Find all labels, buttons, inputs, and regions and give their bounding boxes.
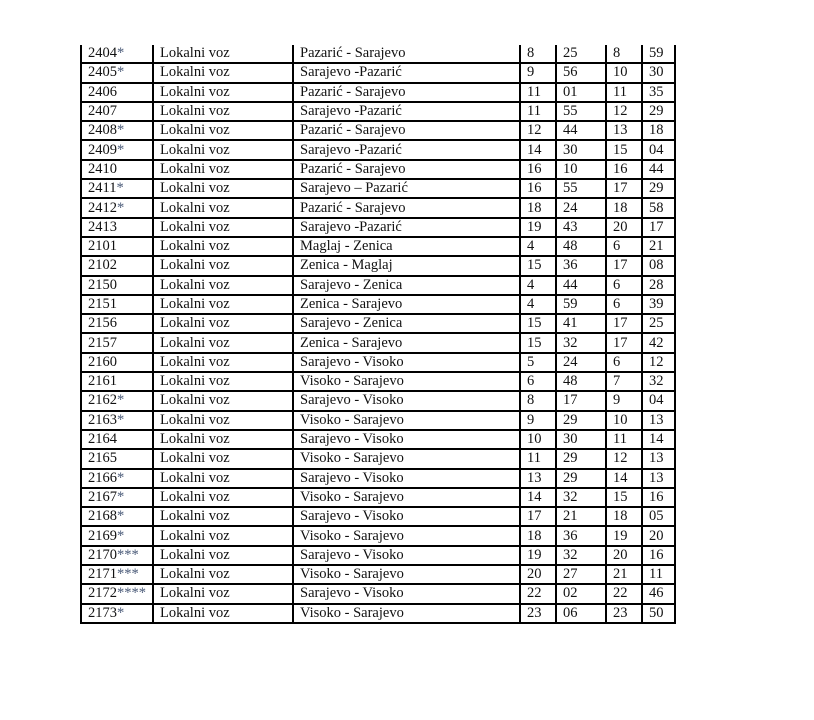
route-cell: Sarajevo - Visoko xyxy=(293,546,520,565)
footnote-mark: * xyxy=(117,64,125,81)
train-number-cell xyxy=(81,256,153,275)
departure-minute-cell: 25 xyxy=(556,45,606,63)
departure-hour-cell: 12 xyxy=(520,121,556,140)
train-number-cell xyxy=(81,237,153,256)
train-number-cell xyxy=(81,102,153,121)
arrival-hour-cell: 23 xyxy=(606,604,642,623)
timetable-row xyxy=(81,276,675,295)
timetable-row xyxy=(81,333,675,352)
arrival-minute-cell: 59 xyxy=(642,45,675,63)
train-type-cell: Lokalni voz xyxy=(153,83,293,102)
route-cell: Sarajevo -Pazarić xyxy=(293,140,520,159)
departure-hour-cell: 4 xyxy=(520,237,556,256)
timetable-row xyxy=(81,256,675,275)
train-number: 2413 xyxy=(88,218,117,235)
departure-hour-cell: 15 xyxy=(520,256,556,275)
train-type-cell: Lokalni voz xyxy=(153,102,293,121)
timetable-row xyxy=(81,507,675,526)
train-number: 2171 xyxy=(88,566,117,583)
route-cell: Sarajevo - Zenica xyxy=(293,276,520,295)
train-type-cell: Lokalni voz xyxy=(153,430,293,449)
train-number-cell xyxy=(81,604,153,623)
train-type-cell: Lokalni voz xyxy=(153,314,293,333)
departure-hour-cell: 23 xyxy=(520,604,556,623)
departure-hour-cell: 4 xyxy=(520,276,556,295)
train-type-cell: Lokalni voz xyxy=(153,469,293,488)
timetable-row xyxy=(81,121,675,140)
footnote-mark: * xyxy=(117,199,125,216)
timetable-row xyxy=(81,353,675,372)
footnote-mark: **** xyxy=(117,585,146,602)
departure-minute-cell: 30 xyxy=(556,140,606,159)
route-cell: Visoko - Sarajevo xyxy=(293,449,520,468)
departure-hour-cell: 20 xyxy=(520,565,556,584)
arrival-hour-cell: 12 xyxy=(606,102,642,121)
footnote-mark: * xyxy=(117,411,125,428)
train-type-cell: Lokalni voz xyxy=(153,507,293,526)
timetable-row xyxy=(81,198,675,217)
route-cell: Pazarić - Sarajevo xyxy=(293,83,520,102)
arrival-minute-cell: 39 xyxy=(642,295,675,314)
arrival-minute-cell: 13 xyxy=(642,449,675,468)
departure-minute-cell: 32 xyxy=(556,488,606,507)
train-type-cell: Lokalni voz xyxy=(153,179,293,198)
departure-minute-cell: 24 xyxy=(556,198,606,217)
train-number: 2407 xyxy=(88,103,117,120)
arrival-minute-cell: 18 xyxy=(642,121,675,140)
train-type-cell: Lokalni voz xyxy=(153,391,293,410)
departure-hour-cell: 9 xyxy=(520,63,556,82)
arrival-hour-cell: 16 xyxy=(606,160,642,179)
timetable-row xyxy=(81,604,675,623)
train-type-cell: Lokalni voz xyxy=(153,295,293,314)
route-cell: Sarajevo - Visoko xyxy=(293,353,520,372)
arrival-hour-cell: 17 xyxy=(606,333,642,352)
arrival-hour-cell: 19 xyxy=(606,526,642,545)
train-type-cell: Lokalni voz xyxy=(153,584,293,603)
train-type-cell: Lokalni voz xyxy=(153,121,293,140)
departure-minute-cell: 48 xyxy=(556,372,606,391)
timetable-row xyxy=(81,237,675,256)
footnote-mark: * xyxy=(117,392,125,409)
train-number: 2161 xyxy=(88,373,117,390)
train-number: 2169 xyxy=(88,527,117,544)
departure-minute-cell: 44 xyxy=(556,276,606,295)
train-number-cell xyxy=(81,372,153,391)
departure-minute-cell: 41 xyxy=(556,314,606,333)
timetable-row xyxy=(81,488,675,507)
arrival-hour-cell: 14 xyxy=(606,469,642,488)
train-type-cell: Lokalni voz xyxy=(153,140,293,159)
train-number-cell xyxy=(81,411,153,430)
train-number-cell xyxy=(81,121,153,140)
route-cell: Sarajevo - Visoko xyxy=(293,391,520,410)
departure-minute-cell: 10 xyxy=(556,160,606,179)
timetable-row xyxy=(81,45,675,63)
timetable-row xyxy=(81,411,675,430)
arrival-hour-cell: 17 xyxy=(606,179,642,198)
train-type-cell: Lokalni voz xyxy=(153,160,293,179)
departure-minute-cell: 44 xyxy=(556,121,606,140)
train-number: 2164 xyxy=(88,431,117,448)
train-number: 2170 xyxy=(88,546,117,563)
arrival-minute-cell: 16 xyxy=(642,488,675,507)
train-number: 2151 xyxy=(88,296,117,312)
train-number-cell xyxy=(81,353,153,372)
timetable-row xyxy=(81,83,675,102)
timetable-row xyxy=(81,218,675,237)
route-cell: Visoko - Sarajevo xyxy=(293,526,520,545)
train-type-cell: Lokalni voz xyxy=(153,372,293,391)
train-number-cell xyxy=(81,45,153,63)
arrival-minute-cell: 12 xyxy=(642,353,675,372)
route-cell: Sarajevo -Pazarić xyxy=(293,63,520,82)
route-cell: Sarajevo -Pazarić xyxy=(293,218,520,237)
departure-minute-cell: 43 xyxy=(556,218,606,237)
footnote-mark: *** xyxy=(117,566,139,583)
timetable-row xyxy=(81,160,675,179)
footnote-mark: * xyxy=(117,45,125,62)
departure-minute-cell: 36 xyxy=(556,526,606,545)
train-number: 2150 xyxy=(88,276,117,293)
departure-hour-cell: 8 xyxy=(520,45,556,63)
train-number: 2157 xyxy=(88,334,117,351)
departure-minute-cell: 59 xyxy=(556,295,606,314)
train-type-cell: Lokalni voz xyxy=(153,449,293,468)
route-cell: Zenica - Sarajevo xyxy=(293,333,520,352)
timetable-row xyxy=(81,449,675,468)
train-number: 2167 xyxy=(88,488,117,505)
train-number: 2410 xyxy=(88,160,117,177)
arrival-minute-cell: 29 xyxy=(642,102,675,121)
departure-minute-cell: 55 xyxy=(556,102,606,121)
train-number-cell xyxy=(81,430,153,449)
timetable-body xyxy=(81,45,675,623)
arrival-minute-cell: 13 xyxy=(642,469,675,488)
footnote-mark: * xyxy=(117,141,125,158)
departure-minute-cell: 32 xyxy=(556,333,606,352)
route-cell: Pazarić - Sarajevo xyxy=(293,45,520,63)
footnote-mark: * xyxy=(117,122,125,139)
arrival-minute-cell: 21 xyxy=(642,237,675,256)
timetable-row xyxy=(81,63,675,82)
arrival-minute-cell: 42 xyxy=(642,333,675,352)
route-cell: Visoko - Sarajevo xyxy=(293,411,520,430)
train-type-cell: Lokalni voz xyxy=(153,565,293,584)
train-type-cell: Lokalni voz xyxy=(153,198,293,217)
departure-minute-cell: 36 xyxy=(556,256,606,275)
arrival-hour-cell: 6 xyxy=(606,237,642,256)
departure-minute-cell: 32 xyxy=(556,546,606,565)
train-type-cell: Lokalni voz xyxy=(153,546,293,565)
route-cell: Visoko - Sarajevo xyxy=(293,372,520,391)
train-number: 2412 xyxy=(88,199,117,216)
departure-minute-cell: 30 xyxy=(556,430,606,449)
arrival-minute-cell: 05 xyxy=(642,507,675,526)
arrival-hour-cell: 15 xyxy=(606,140,642,159)
departure-hour-cell: 4 xyxy=(520,295,556,314)
departure-hour-cell: 14 xyxy=(520,140,556,159)
train-number: 2173 xyxy=(88,604,117,621)
departure-minute-cell: 55 xyxy=(556,179,606,198)
arrival-minute-cell: 46 xyxy=(642,584,675,603)
departure-hour-cell: 9 xyxy=(520,411,556,430)
train-number-cell xyxy=(81,218,153,237)
arrival-hour-cell: 20 xyxy=(606,218,642,237)
departure-minute-cell: 17 xyxy=(556,391,606,410)
departure-minute-cell: 29 xyxy=(556,449,606,468)
arrival-minute-cell: 32 xyxy=(642,372,675,391)
footnote-mark: * xyxy=(117,469,125,486)
departure-hour-cell: 5 xyxy=(520,353,556,372)
train-number: 2405 xyxy=(88,64,117,81)
departure-hour-cell: 17 xyxy=(520,507,556,526)
route-cell: Sarajevo - Visoko xyxy=(293,469,520,488)
arrival-hour-cell: 8 xyxy=(606,45,642,63)
departure-hour-cell: 6 xyxy=(520,372,556,391)
timetable-row xyxy=(81,102,675,121)
arrival-hour-cell: 6 xyxy=(606,276,642,295)
train-number-cell xyxy=(81,198,153,217)
footnote-mark: * xyxy=(117,508,125,525)
train-number: 2102 xyxy=(88,257,117,274)
train-timetable xyxy=(80,45,676,624)
train-number-cell xyxy=(81,83,153,102)
train-number: 2409 xyxy=(88,141,117,158)
train-number: 2156 xyxy=(88,315,117,332)
departure-hour-cell: 8 xyxy=(520,391,556,410)
route-cell: Pazarić - Sarajevo xyxy=(293,160,520,179)
departure-hour-cell: 18 xyxy=(520,526,556,545)
departure-hour-cell: 14 xyxy=(520,488,556,507)
route-cell: Sarajevo -Pazarić xyxy=(293,102,520,121)
footnote-mark: * xyxy=(117,488,125,505)
train-number: 2166 xyxy=(88,469,117,486)
arrival-hour-cell: 11 xyxy=(606,83,642,102)
departure-hour-cell: 16 xyxy=(520,160,556,179)
arrival-minute-cell: 13 xyxy=(642,411,675,430)
arrival-minute-cell: 50 xyxy=(642,604,675,623)
arrival-hour-cell: 13 xyxy=(606,121,642,140)
train-number-cell xyxy=(81,546,153,565)
arrival-minute-cell: 29 xyxy=(642,179,675,198)
train-number: 2411 xyxy=(88,180,117,197)
departure-minute-cell: 27 xyxy=(556,565,606,584)
departure-hour-cell: 11 xyxy=(520,449,556,468)
footnote-mark: *** xyxy=(117,546,139,563)
train-type-cell: Lokalni voz xyxy=(153,218,293,237)
timetable-row xyxy=(81,584,675,603)
train-number-cell xyxy=(81,565,153,584)
departure-minute-cell: 24 xyxy=(556,353,606,372)
arrival-minute-cell: 16 xyxy=(642,546,675,565)
departure-minute-cell: 48 xyxy=(556,237,606,256)
train-type-cell: Lokalni voz xyxy=(153,237,293,256)
arrival-hour-cell: 17 xyxy=(606,256,642,275)
route-cell: Sarajevo - Zenica xyxy=(293,314,520,333)
train-number-cell xyxy=(81,449,153,468)
arrival-hour-cell: 10 xyxy=(606,411,642,430)
arrival-hour-cell: 6 xyxy=(606,295,642,314)
arrival-hour-cell: 17 xyxy=(606,314,642,333)
train-number-cell xyxy=(81,488,153,507)
arrival-minute-cell: 20 xyxy=(642,526,675,545)
arrival-minute-cell: 58 xyxy=(642,198,675,217)
route-cell: Visoko - Sarajevo xyxy=(293,565,520,584)
train-type-cell: Lokalni voz xyxy=(153,333,293,352)
train-number-cell xyxy=(81,584,153,603)
train-number: 2163 xyxy=(88,411,117,428)
departure-minute-cell: 29 xyxy=(556,469,606,488)
arrival-hour-cell: 11 xyxy=(606,430,642,449)
timetable-row xyxy=(81,469,675,488)
train-number-cell xyxy=(81,160,153,179)
route-cell: Zenica - Sarajevo xyxy=(293,295,520,314)
train-number-cell xyxy=(81,391,153,410)
train-type-cell: Lokalni voz xyxy=(153,276,293,295)
footnote-mark: * xyxy=(116,180,124,197)
route-cell: Pazarić - Sarajevo xyxy=(293,121,520,140)
arrival-minute-cell: 04 xyxy=(642,140,675,159)
timetable-row xyxy=(81,430,675,449)
arrival-hour-cell: 6 xyxy=(606,353,642,372)
train-number-cell xyxy=(81,63,153,82)
route-cell: Visoko - Sarajevo xyxy=(293,488,520,507)
train-number-cell xyxy=(81,276,153,295)
train-number-cell xyxy=(81,314,153,333)
departure-hour-cell: 10 xyxy=(520,430,556,449)
train-number-cell xyxy=(81,507,153,526)
arrival-minute-cell: 11 xyxy=(642,565,675,584)
timetable-row xyxy=(81,179,675,198)
train-number-cell xyxy=(81,526,153,545)
train-number: 2406 xyxy=(88,83,117,100)
departure-minute-cell: 02 xyxy=(556,584,606,603)
train-type-cell: Lokalni voz xyxy=(153,411,293,430)
arrival-minute-cell: 44 xyxy=(642,160,675,179)
timetable-row xyxy=(81,372,675,391)
route-cell: Sarajevo - Visoko xyxy=(293,430,520,449)
train-number: 2404 xyxy=(88,45,117,62)
train-number-cell xyxy=(81,140,153,159)
departure-minute-cell: 29 xyxy=(556,411,606,430)
departure-hour-cell: 15 xyxy=(520,314,556,333)
train-type-cell: Lokalni voz xyxy=(153,63,293,82)
arrival-hour-cell: 21 xyxy=(606,565,642,584)
arrival-minute-cell: 30 xyxy=(642,63,675,82)
timetable-row xyxy=(81,140,675,159)
departure-hour-cell: 13 xyxy=(520,469,556,488)
arrival-minute-cell: 08 xyxy=(642,256,675,275)
train-number-cell xyxy=(81,179,153,198)
train-type-cell: Lokalni voz xyxy=(153,256,293,275)
train-number: 2168 xyxy=(88,508,117,525)
arrival-hour-cell: 7 xyxy=(606,372,642,391)
arrival-hour-cell: 15 xyxy=(606,488,642,507)
arrival-minute-cell: 14 xyxy=(642,430,675,449)
footnote-mark: * xyxy=(117,527,125,544)
timetable-row xyxy=(81,314,675,333)
departure-minute-cell: 01 xyxy=(556,83,606,102)
timetable-row xyxy=(81,565,675,584)
arrival-hour-cell: 18 xyxy=(606,507,642,526)
departure-hour-cell: 16 xyxy=(520,179,556,198)
timetable-row xyxy=(81,391,675,410)
departure-hour-cell: 22 xyxy=(520,584,556,603)
train-number-cell xyxy=(81,295,153,314)
arrival-hour-cell: 18 xyxy=(606,198,642,217)
route-cell: Sarajevo – Pazarić xyxy=(293,179,520,198)
arrival-minute-cell: 04 xyxy=(642,391,675,410)
train-type-cell: Lokalni voz xyxy=(153,353,293,372)
arrival-minute-cell: 17 xyxy=(642,218,675,237)
departure-hour-cell: 19 xyxy=(520,218,556,237)
train-type-cell: Lokalni voz xyxy=(153,526,293,545)
departure-minute-cell: 56 xyxy=(556,63,606,82)
arrival-minute-cell: 25 xyxy=(642,314,675,333)
train-number: 2165 xyxy=(88,450,117,467)
arrival-minute-cell: 35 xyxy=(642,83,675,102)
arrival-hour-cell: 9 xyxy=(606,391,642,410)
route-cell: Sarajevo - Visoko xyxy=(293,584,520,603)
train-type-cell: Lokalni voz xyxy=(153,45,293,63)
route-cell: Maglaj - Zenica xyxy=(293,237,520,256)
departure-minute-cell: 21 xyxy=(556,507,606,526)
departure-hour-cell: 15 xyxy=(520,333,556,352)
timetable-row xyxy=(81,295,675,314)
train-number: 2101 xyxy=(88,238,117,255)
train-number-cell xyxy=(81,469,153,488)
timetable-row xyxy=(81,526,675,545)
footnote-mark: * xyxy=(117,604,125,621)
route-cell: Sarajevo - Visoko xyxy=(293,507,520,526)
train-number: 2172 xyxy=(88,585,117,602)
arrival-hour-cell: 10 xyxy=(606,63,642,82)
train-number: 2160 xyxy=(88,353,117,370)
route-cell: Zenica - Maglaj xyxy=(293,256,520,275)
departure-hour-cell: 18 xyxy=(520,198,556,217)
arrival-hour-cell: 22 xyxy=(606,584,642,603)
train-number-cell xyxy=(81,333,153,352)
departure-hour-cell: 11 xyxy=(520,102,556,121)
arrival-minute-cell: 28 xyxy=(642,276,675,295)
timetable-row xyxy=(81,546,675,565)
departure-hour-cell: 11 xyxy=(520,83,556,102)
departure-hour-cell: 19 xyxy=(520,546,556,565)
route-cell: Pazarić - Sarajevo xyxy=(293,198,520,217)
arrival-hour-cell: 20 xyxy=(606,546,642,565)
train-number: 2162 xyxy=(88,392,117,409)
arrival-hour-cell: 12 xyxy=(606,449,642,468)
departure-minute-cell: 06 xyxy=(556,604,606,623)
train-number: 2408 xyxy=(88,122,117,139)
train-type-cell: Lokalni voz xyxy=(153,604,293,623)
route-cell: Visoko - Sarajevo xyxy=(293,604,520,623)
train-type-cell: Lokalni voz xyxy=(153,488,293,507)
